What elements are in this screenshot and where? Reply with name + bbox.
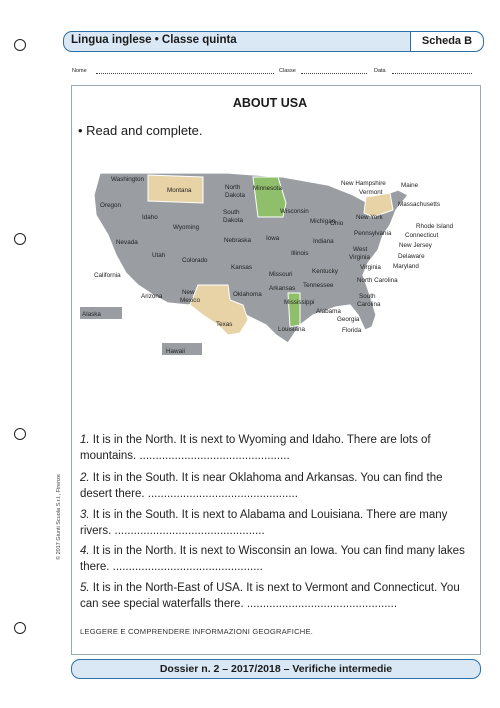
label-west-virginia-1: West [353,246,368,253]
date-line[interactable] [392,73,472,74]
label-vermont: Vermont [359,189,383,196]
label-nebraska: Nebraska [224,237,251,244]
label-texas: Texas [216,321,233,328]
label-idaho: Idaho [142,214,158,221]
label-tennessee: Tennessee [303,282,334,289]
question-5-number: 5. [80,582,90,594]
label-indiana: Indiana [313,238,334,245]
label-utah: Utah [152,252,166,259]
label-mississippi: Mississippi [284,299,315,306]
punch-hole-2 [14,233,26,245]
name-label: Nome [72,68,87,74]
question-2-number: 2. [80,472,90,484]
label-massachusetts: Massachusetts [398,201,440,208]
class-label: Classe [279,68,296,74]
label-hawaii: Hawaii [166,348,185,355]
label-arkansas: Arkansas [269,285,296,292]
label-new-york: New York [356,214,383,221]
label-new-mexico-1: New [182,289,195,296]
question-2-answer[interactable]: ............................................... [147,488,298,500]
label-north-dakota-1: North [225,184,241,191]
page-footer: Dossier n. 2 – 2017/2018 – Verifiche intermedie [71,659,481,679]
label-virginia: Virginia [360,264,381,271]
label-florida: Florida [342,327,362,334]
instruction: • Read and complete. [78,123,203,138]
class-line[interactable] [301,73,367,74]
label-delaware: Delaware [398,253,425,260]
label-missouri: Missouri [269,271,293,278]
label-south-carolina-1: South [359,293,376,300]
label-louisiana: Louisiana [278,326,305,333]
question-3 [80,507,465,539]
punch-hole-3 [14,428,26,440]
skill-note: LEGGERE E COMPRENDERE INFORMAZIONI GEOGRAFICHE. [80,627,314,636]
label-oklahoma: Oklahoma [233,291,262,298]
sheet-label: Scheda B [410,32,483,51]
label-california: California [94,272,121,279]
label-south-dakota-2: Dakota [223,217,243,224]
label-illinois: Illinois [291,250,309,257]
label-iowa: Iowa [266,235,280,242]
label-montana: Montana [167,187,192,194]
question-1 [80,432,465,464]
label-south-carolina-2: Carolina [357,301,381,308]
label-new-mexico-2: Mexico [180,297,200,304]
label-maryland: Maryland [393,263,419,270]
label-pennsylvania: Pennsylvania [354,230,392,237]
question-1-number: 1. [80,434,90,446]
subject-label: Lingua inglese • Classe quinta [71,34,237,46]
question-4 [80,543,465,575]
copyright-note: © 2017 Giunti Scuola S.r.l., Firenze [56,474,62,560]
label-nevada: Nevada [116,239,138,246]
question-3-answer[interactable]: ............................................... [114,525,265,537]
label-rhode-island: Rhode Island [416,223,454,230]
question-1-text: It is in the North. It is next to Wyoming and Idaho. There are lots of mountains. [80,434,431,462]
label-arizona: Arizona [141,293,163,300]
punch-hole-1 [14,39,26,51]
label-ohio: Ohio [330,220,344,227]
label-colorado: Colorado [182,257,208,264]
question-5-text: It is in the North-East of USA. It is next to Vermont and Connecticut. You can see special waterfalls there. [80,582,460,610]
label-maine: Maine [401,182,419,189]
label-wisconsin: Wisconsin [280,208,309,215]
date-label: Data [374,68,386,74]
usa-map [78,155,478,365]
label-georgia: Georgia [337,316,360,323]
label-michigan: Michigan [310,218,336,225]
label-north-carolina: North Carolina [357,277,398,284]
label-new-jersey: New Jersey [399,242,432,249]
question-4-number: 4. [80,545,90,557]
label-west-virginia-2: Virginia [349,254,370,261]
question-3-number: 3. [80,509,90,521]
label-alaska: Alaska [82,311,101,318]
label-minnesota: Minnesota [253,185,283,192]
label-connecticut: Connecticut [405,232,439,239]
name-line[interactable] [96,73,274,74]
question-2 [80,470,465,502]
question-5 [80,580,465,612]
label-washington: Washington [111,176,145,183]
label-north-dakota-2: Dakota [225,192,245,199]
label-oregon: Oregon [100,202,122,209]
page-header [63,31,484,52]
label-south-dakota-1: South [223,209,240,216]
page-title: ABOUT USA [232,96,308,110]
question-3-text: It is in the South. It is next to Alabama and Louisiana. There are many rivers. [80,509,448,537]
question-4-text: It is in the North. It is next to Wisconsin an Iowa. You can find many lakes there. [80,545,465,573]
label-wyoming: Wyoming [173,224,200,231]
label-kansas: Kansas [231,264,253,271]
question-1-answer[interactable]: ............................................... [139,450,290,462]
punch-hole-4 [14,622,26,634]
label-new-hampshire: New Hampshire [341,180,386,187]
label-kentucky: Kentucky [312,268,338,275]
question-2-text: It is in the South. It is near Oklahoma and Arkansas. You can find the desert there. [80,472,443,500]
label-alabama: Alabama [316,308,341,315]
question-5-answer[interactable]: ............................................... [246,598,398,610]
question-4-answer[interactable]: ............................................... [112,561,263,573]
